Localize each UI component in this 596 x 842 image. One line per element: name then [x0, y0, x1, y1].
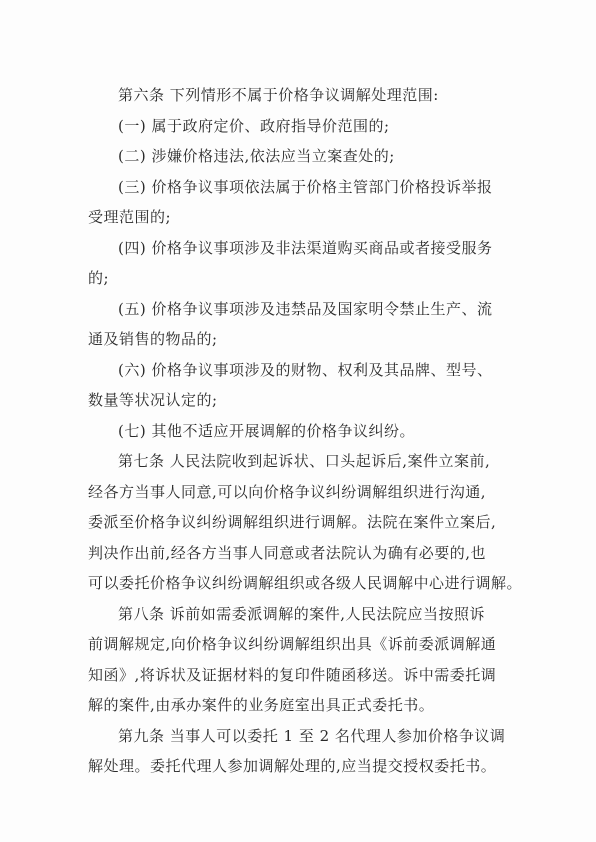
text-line: 可以委托价格争议纠纷调解组织或各级人民调解中心进行调解。 [88, 574, 523, 592]
document-body [88, 80, 524, 782]
text-line: 第九条 当事人可以委托 1 至 2 名代理人参加价格争议调 [118, 726, 506, 745]
text-line: 委派至价格争议纠纷调解组织进行调解。法院在案件立案后, [88, 513, 497, 531]
text-line: (五) 价格争议事项涉及违禁品及国家明令禁止生产、流 [118, 299, 493, 318]
text-line: 第八条 诉前如需委派调解的案件,人民法院应当按照诉 [118, 604, 486, 623]
text-line: 解处理。委托代理人参加调解处理的,应当提交授权委托书。 [88, 757, 497, 775]
text-line: (六) 价格争议事项涉及的财物、权利及其品牌、型号、 [118, 360, 493, 379]
text-line: 经各方当事人同意,可以向价格争议纠纷调解组织进行沟通, [88, 482, 487, 501]
text-line: (三) 价格争议事项依法属于价格主管部门价格投诉举报 [118, 177, 493, 196]
text-line: (一) 属于政府定价、政府指导价范围的; [118, 116, 390, 135]
text-line: 数量等状况认定的; [88, 391, 218, 409]
text-line: 前调解规定,向价格争议纠纷调解组织出具《诉前委派调解通 [88, 635, 497, 653]
text-line: 受理范围的; [88, 208, 172, 226]
text-line: 第六条 下列情形不属于价格争议调解处理范围: [118, 86, 439, 104]
text-line: (七) 其他不适应开展调解的价格争议纠纷。 [118, 421, 415, 440]
text-line: 判决作出前,经各方当事人同意或者法院认为确有必要的,也 [88, 543, 487, 562]
text-line: 的; [88, 269, 110, 287]
text-line: 第七条 人民法院收到起诉状、口头起诉后,案件立案前, [118, 452, 491, 470]
text-line: (四) 价格争议事项涉及非法渠道购买商品或者接受服务 [118, 238, 493, 257]
text-line: 知函》,将诉状及证据材料的复印件随函移送。诉中需委托调 [88, 665, 497, 684]
text-line: 通及销售的物品的; [88, 330, 218, 348]
text-line: (二) 涉嫌价格违法,依法应当立案查处的; [118, 147, 395, 165]
text-line: 解的案件,由承办案件的业务庭室出具正式委托书。 [88, 696, 435, 714]
